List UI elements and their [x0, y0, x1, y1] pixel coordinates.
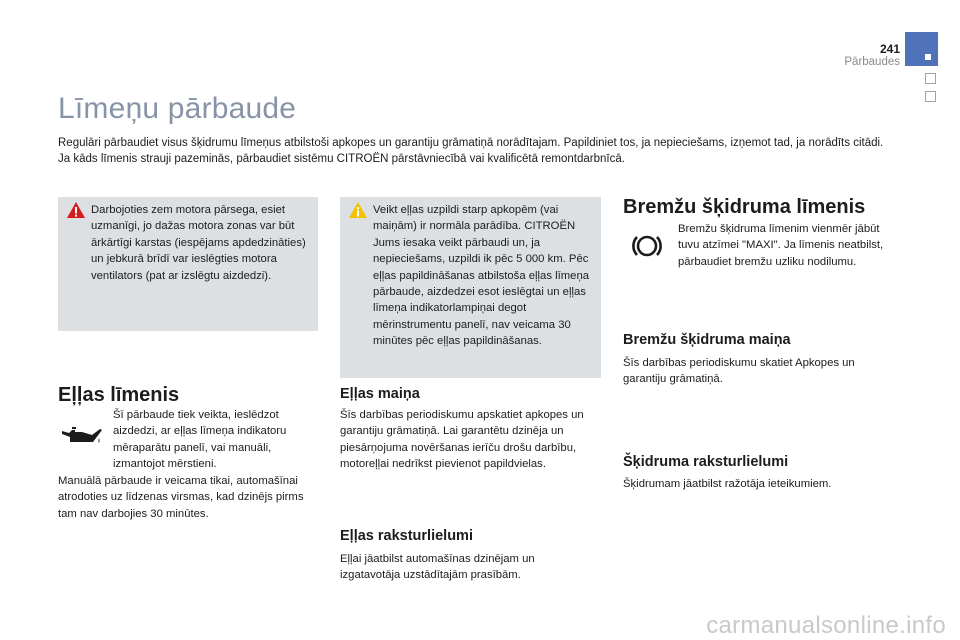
- section-tab[interactable]: [925, 91, 936, 102]
- warning-text: Darbojoties zem motora pārsega, esiet uzmanīgi, jo dažas motora zonas var būt ārkārtīgi karstas (iespējams apdedzināties) un jebkurā brīdī var ieslēgties motora ventilators (pat ar izslēgtu aizdedzi).: [91, 204, 306, 282]
- fluid-specs-heading: Šķidruma raksturlielumi: [623, 454, 789, 470]
- oil-change-text: Šīs darbības periodiskumu apskatiet apkopes un garantiju grāmatiņā. Lai garantētu dzinēja un piesārņojuma novēršanas ierīču drošu darbību, motoreļļai nedrīkst pievienot papildvielas.: [340, 409, 584, 470]
- intro-paragraph: Ja kāds līmenis strauji pazeminās, pārbaudiet sistēmu CITROËN pārstāvniecībā vai kvalificētā remontdarbnīcā.: [58, 153, 625, 165]
- oil-level-heading: Eļļas līmenis: [58, 384, 180, 406]
- intro-text: [58, 135, 898, 167]
- page-title: Līmeņu pārbaude: [58, 92, 297, 125]
- watermark: carmanualsonline.info: [706, 612, 946, 639]
- warning-box: [58, 197, 318, 331]
- oil-level-manual-text: Manuālā pārbaude ir veicama tikai, automašīnai atrodoties uz līdzenas virsmas, kad dzinējs pirms tam nav darbojies 30 minūtes.: [58, 475, 304, 520]
- info-box: [340, 197, 601, 378]
- info-text: Veikt eļļas uzpildi starp apkopēm (vai maiņām) ir normāla parādība. CITROËN Jums iesaka veikt pārbaudi un, ja nepieciešams, uzpildi ik pēc 5 000 km. Pēc eļļas papildināšanas atbilstoša eļļas līmeņa pārbaude, aizdedzei esot ieslēgtai un eļļas līmeņa indikatorlampiņai degot mērinstrumentu panelī, nav veicama 30 minūtes pēc eļļas papildināšanas.: [373, 204, 590, 348]
- brake-fluid-level-text: Bremžu šķidruma līmenim vienmēr jābūt tuvu atzīmei "MAXI". Ja līmenis neatbilst, pārbaudiet bremžu uzliku nodilumu.: [678, 223, 884, 268]
- brake-fluid-change-heading: Bremžu šķidruma maiņa: [623, 332, 791, 348]
- oil-specs-heading: Eļļas raksturlielumi: [340, 528, 473, 544]
- section-name: Pārbaudes: [844, 56, 900, 68]
- oil-level-text: Šī pārbaude tiek veikta, ieslēdzot aizdedzi, ar eļļas līmeņa indikatoru mēraparātu panelī, vai manuāli, izmantojot mērstieni.: [113, 409, 287, 470]
- info-icon: [348, 201, 368, 219]
- tab-marker: [925, 54, 931, 60]
- section-tab-active[interactable]: [905, 32, 938, 66]
- fluid-specs-text: Šķidrumam jāatbilst ražotāja ieteikumiem.: [623, 478, 832, 490]
- oil-specs-text: Eļļai jāatbilst automašīnas dzinējam un izgatavotāja uzstādītajām prasībām.: [340, 553, 535, 582]
- section-tab[interactable]: [925, 73, 936, 84]
- oil-change-heading: Eļļas maiņa: [340, 386, 420, 402]
- warning-icon: [66, 201, 86, 219]
- page-number: 241: [879, 42, 900, 56]
- brake-fluid-change-text: Šīs darbības periodiskumu skatiet Apkopes un garantiju grāmatiņā.: [623, 357, 855, 386]
- brake-warning-icon: [630, 229, 664, 263]
- intro-paragraph: Regulāri pārbaudiet visus šķidrumu līmeņus atbilstoši apkopes un garantiju grāmatiņā norādītajam. Papildiniet tos, ja nepieciešams, izņemot tad, ja norādīts citādi.: [58, 137, 884, 149]
- brake-fluid-level-heading: Bremžu šķidruma līmenis: [623, 196, 866, 218]
- oil-can-icon: [60, 424, 104, 448]
